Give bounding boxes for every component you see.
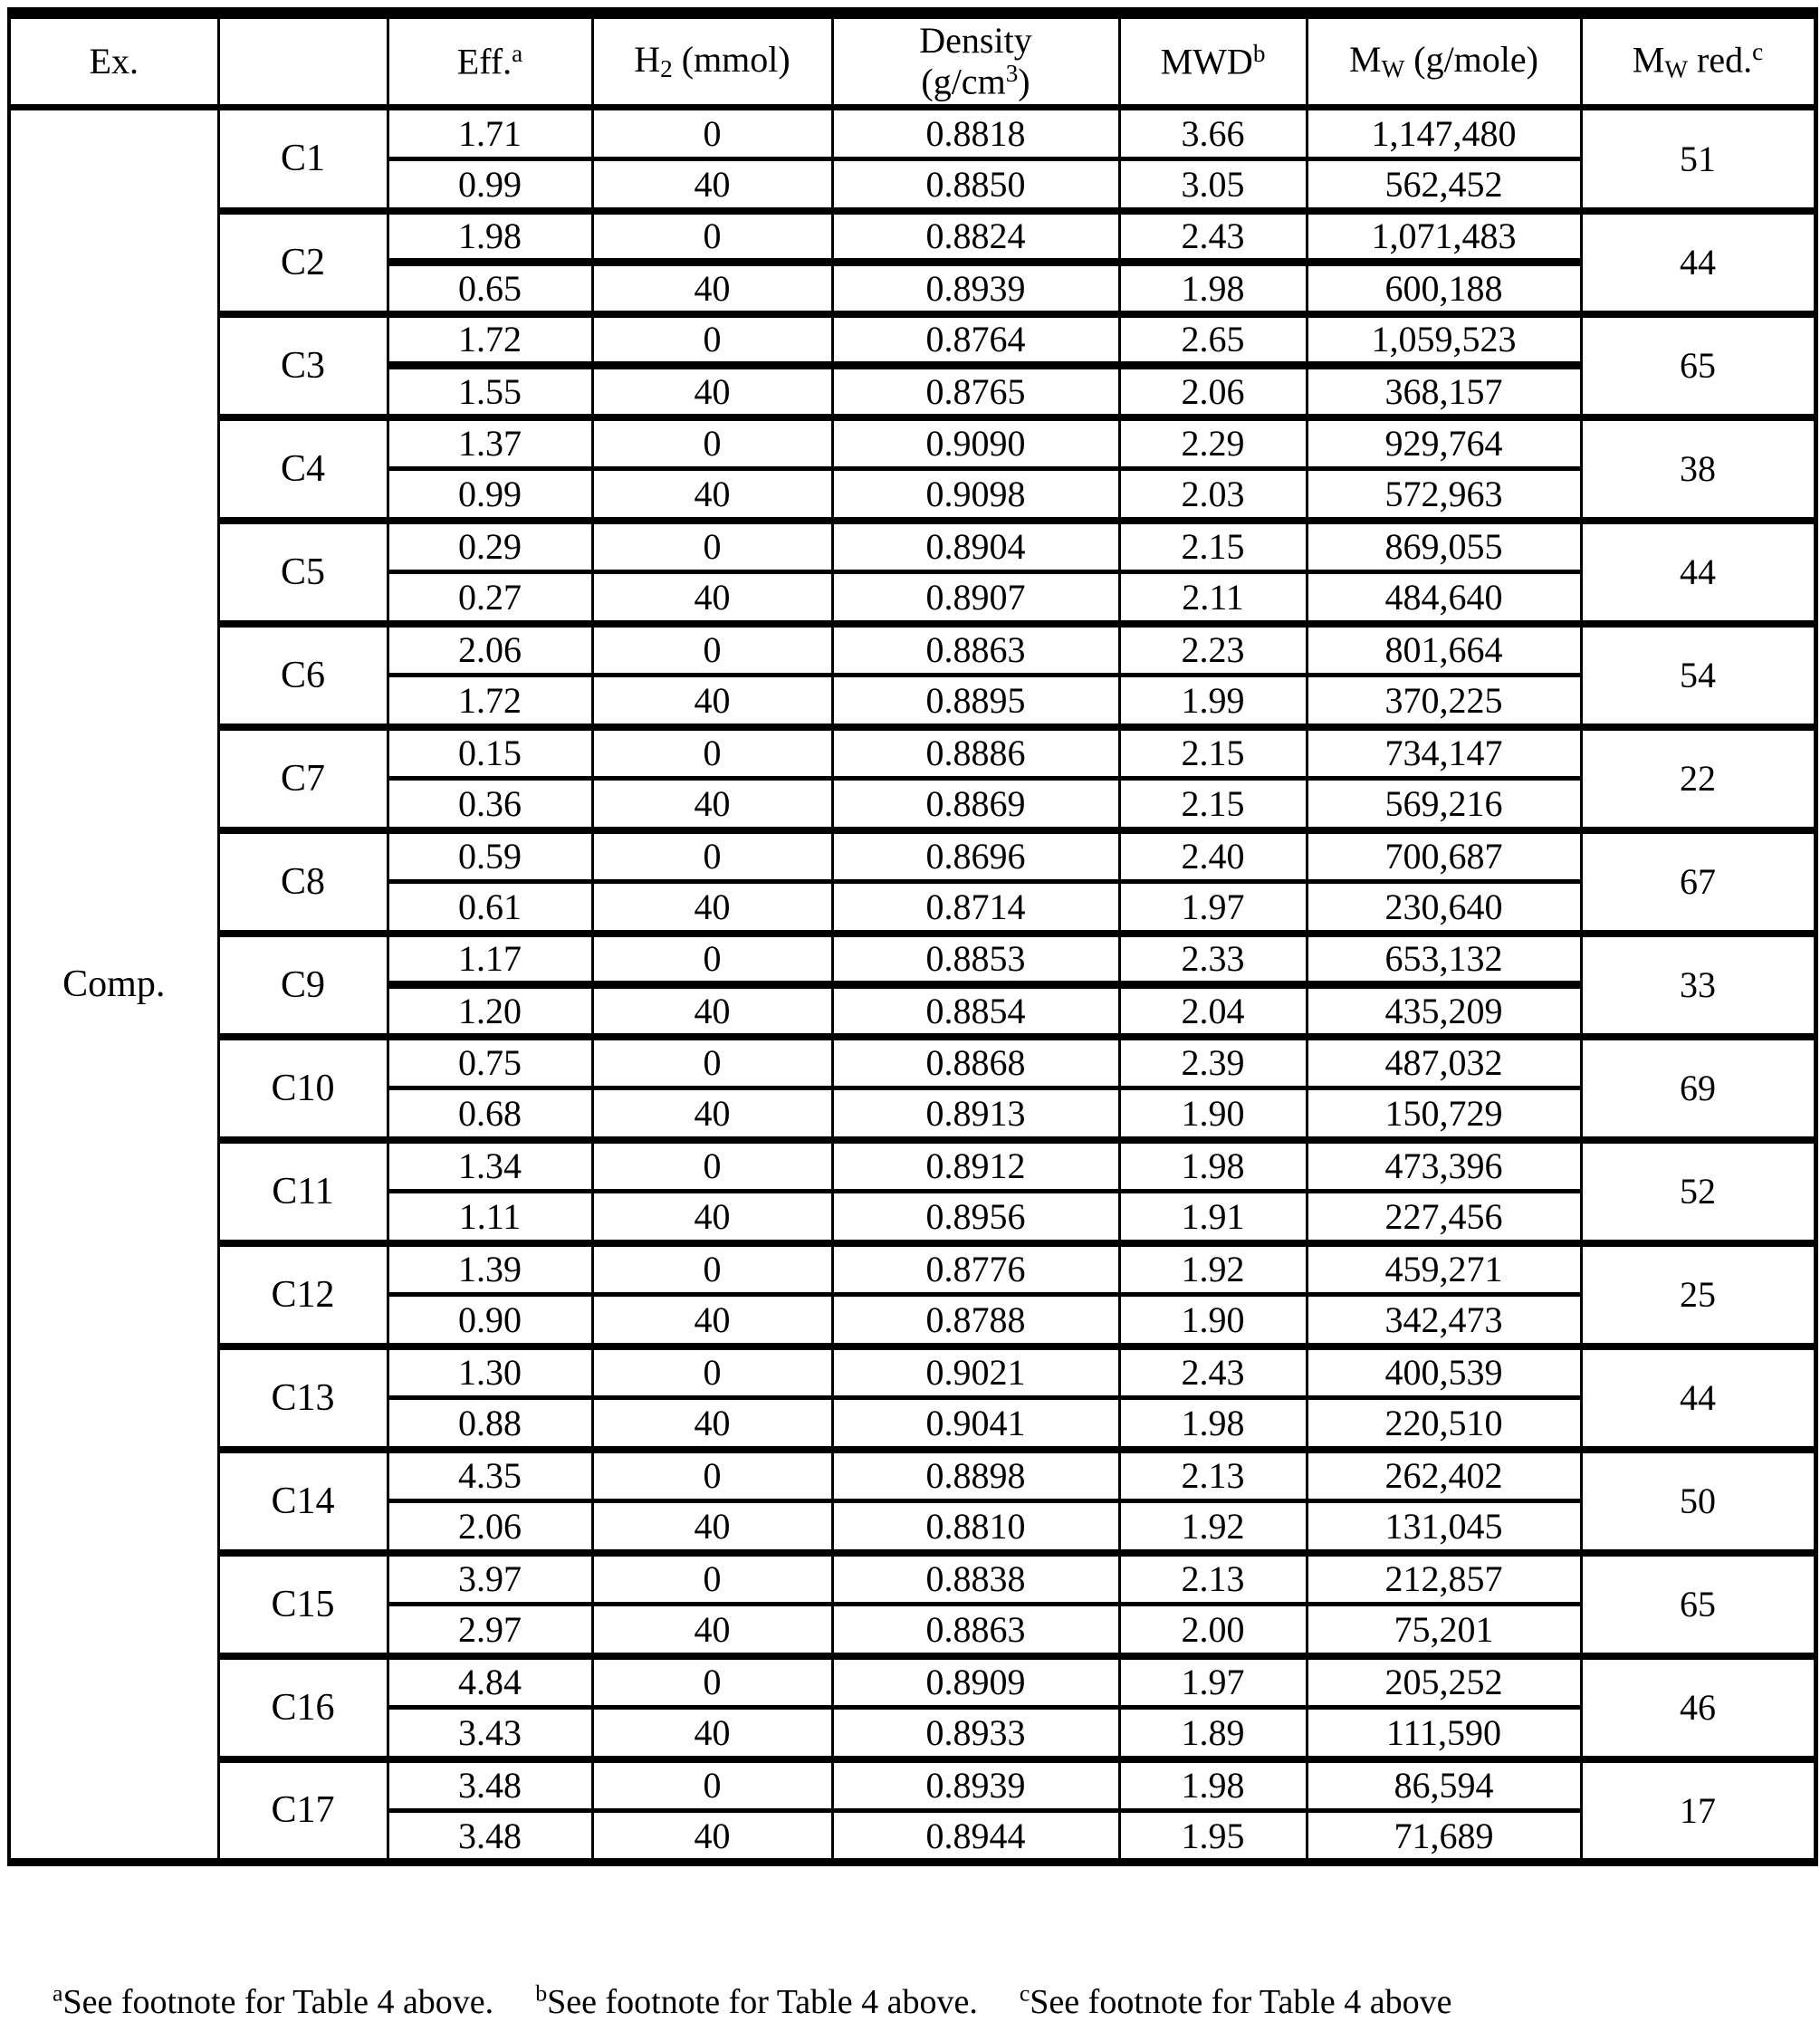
cell-mw: 869,055 bbox=[1307, 521, 1581, 572]
cell-h2: 0 bbox=[592, 1243, 832, 1295]
cell-mwd: 2.03 bbox=[1119, 469, 1307, 521]
footnote-a-marker: a bbox=[53, 1979, 63, 2006]
cell-mw: 71,689 bbox=[1307, 1811, 1581, 1863]
cell-h2: 0 bbox=[592, 1553, 832, 1605]
group-label: C15 bbox=[218, 1553, 388, 1656]
header-blank bbox=[218, 14, 388, 108]
cell-density: 0.8863 bbox=[832, 624, 1119, 676]
cell-density: 0.9090 bbox=[832, 417, 1119, 469]
cell-h2: 0 bbox=[592, 1037, 832, 1088]
cell-mw: 1,147,480 bbox=[1307, 108, 1581, 159]
cell-mwd: 2.15 bbox=[1119, 521, 1307, 572]
cell-density: 0.8869 bbox=[832, 779, 1119, 830]
cell-h2: 0 bbox=[592, 1759, 832, 1811]
cell-mw-red: 65 bbox=[1581, 314, 1815, 417]
cell-density: 0.9098 bbox=[832, 469, 1119, 521]
group-label: C13 bbox=[218, 1346, 388, 1450]
cell-density: 0.8853 bbox=[832, 934, 1119, 985]
cell-eff: 1.55 bbox=[388, 366, 592, 417]
cell-mwd: 1.90 bbox=[1119, 1295, 1307, 1346]
cell-mwd: 2.43 bbox=[1119, 1346, 1307, 1398]
cell-mwd: 2.65 bbox=[1119, 314, 1307, 366]
cell-mwd: 1.98 bbox=[1119, 1759, 1307, 1811]
cell-h2: 0 bbox=[592, 1140, 832, 1192]
cell-density: 0.8854 bbox=[832, 985, 1119, 1037]
cell-h2: 0 bbox=[592, 211, 832, 263]
cell-mw: 435,209 bbox=[1307, 985, 1581, 1037]
cell-density: 0.8868 bbox=[832, 1037, 1119, 1088]
table-row bbox=[9, 1140, 1815, 1192]
cell-mwd: 2.29 bbox=[1119, 417, 1307, 469]
cell-mw: 473,396 bbox=[1307, 1140, 1581, 1192]
table-row bbox=[9, 1759, 1815, 1811]
cell-h2: 40 bbox=[592, 1088, 832, 1140]
cell-h2: 40 bbox=[592, 1192, 832, 1243]
cell-eff: 3.97 bbox=[388, 1553, 592, 1605]
table-row bbox=[9, 1656, 1815, 1708]
footnote-b: $^b$See footnote for Table 4 above. bbox=[535, 1979, 978, 2021]
cell-density: 0.8764 bbox=[832, 314, 1119, 366]
header-eff: Eff.$^a$ bbox=[388, 14, 592, 108]
header-h2: $H_2$ (mmol) bbox=[592, 14, 832, 108]
cell-mwd: 1.97 bbox=[1119, 1656, 1307, 1708]
cell-mwd: 1.98 bbox=[1119, 1398, 1307, 1450]
cell-mwd: 1.91 bbox=[1119, 1192, 1307, 1243]
cell-mw-red: 38 bbox=[1581, 417, 1815, 521]
group-label: C7 bbox=[218, 727, 388, 830]
cell-eff: 0.61 bbox=[388, 882, 592, 934]
cell-mw-red: 65 bbox=[1581, 1553, 1815, 1656]
cell-h2: 40 bbox=[592, 263, 832, 314]
cell-eff: 0.99 bbox=[388, 159, 592, 211]
cell-density: 0.8956 bbox=[832, 1192, 1119, 1243]
cell-h2: 0 bbox=[592, 1656, 832, 1708]
cell-mwd: 2.13 bbox=[1119, 1450, 1307, 1501]
cell-mw-red: 50 bbox=[1581, 1450, 1815, 1553]
cell-mwd: 1.97 bbox=[1119, 882, 1307, 934]
cell-eff: 1.37 bbox=[388, 417, 592, 469]
cell-h2: 40 bbox=[592, 469, 832, 521]
cell-mwd: 2.00 bbox=[1119, 1605, 1307, 1656]
cell-density: 0.8898 bbox=[832, 1450, 1119, 1501]
cell-eff: 0.88 bbox=[388, 1398, 592, 1450]
cell-mw: 220,510 bbox=[1307, 1398, 1581, 1450]
cell-eff: 0.59 bbox=[388, 830, 592, 882]
header-mw: $M_W$ (g/mole) bbox=[1307, 14, 1581, 108]
group-label: C17 bbox=[218, 1759, 388, 1863]
cell-mwd: 2.15 bbox=[1119, 779, 1307, 830]
cell-mw: 562,452 bbox=[1307, 159, 1581, 211]
cell-mw: 569,216 bbox=[1307, 779, 1581, 830]
cell-density: 0.8912 bbox=[832, 1140, 1119, 1192]
cell-h2: 40 bbox=[592, 1811, 832, 1863]
cell-mwd: 2.43 bbox=[1119, 211, 1307, 263]
group-label: C11 bbox=[218, 1140, 388, 1243]
cell-h2: 40 bbox=[592, 676, 832, 727]
table-row bbox=[9, 1037, 1815, 1088]
cell-density: 0.8765 bbox=[832, 366, 1119, 417]
table-row bbox=[9, 624, 1815, 676]
cell-h2: 0 bbox=[592, 1450, 832, 1501]
cell-h2: 40 bbox=[592, 1295, 832, 1346]
cell-eff: 0.15 bbox=[388, 727, 592, 779]
cell-mwd: 1.92 bbox=[1119, 1501, 1307, 1553]
cell-mwd: 2.23 bbox=[1119, 624, 1307, 676]
group-label: C3 bbox=[218, 314, 388, 417]
cell-h2: 40 bbox=[592, 366, 832, 417]
cell-mw: 230,640 bbox=[1307, 882, 1581, 934]
cell-density: 0.8810 bbox=[832, 1501, 1119, 1553]
cell-h2: 0 bbox=[592, 521, 832, 572]
cell-mw: 227,456 bbox=[1307, 1192, 1581, 1243]
cell-density: 0.8696 bbox=[832, 830, 1119, 882]
cell-h2: 0 bbox=[592, 934, 832, 985]
cell-mw: 484,640 bbox=[1307, 572, 1581, 624]
ex-comp-cell: Comp. bbox=[9, 108, 218, 1863]
cell-eff: 1.34 bbox=[388, 1140, 592, 1192]
cell-eff: 0.65 bbox=[388, 263, 592, 314]
cell-eff: 0.36 bbox=[388, 779, 592, 830]
cell-h2: 0 bbox=[592, 314, 832, 366]
cell-mwd: 1.98 bbox=[1119, 263, 1307, 314]
cell-h2: 0 bbox=[592, 1346, 832, 1398]
cell-eff: 4.84 bbox=[388, 1656, 592, 1708]
cell-mwd: 3.66 bbox=[1119, 108, 1307, 159]
cell-density: 0.8939 bbox=[832, 1759, 1119, 1811]
cell-eff: 1.72 bbox=[388, 314, 592, 366]
cell-h2: 40 bbox=[592, 1398, 832, 1450]
cell-mwd: 2.04 bbox=[1119, 985, 1307, 1037]
cell-h2: 40 bbox=[592, 882, 832, 934]
cell-mwd: 2.40 bbox=[1119, 830, 1307, 882]
cell-mwd: 1.92 bbox=[1119, 1243, 1307, 1295]
table-header bbox=[9, 14, 1815, 108]
cell-eff: 0.27 bbox=[388, 572, 592, 624]
cell-mw: 111,590 bbox=[1307, 1708, 1581, 1759]
cell-mw: 1,071,483 bbox=[1307, 211, 1581, 263]
table-row bbox=[9, 1450, 1815, 1501]
cell-mw-red: 51 bbox=[1581, 108, 1815, 211]
table-row bbox=[9, 727, 1815, 779]
cell-eff: 0.75 bbox=[388, 1037, 592, 1088]
group-label: C4 bbox=[218, 417, 388, 521]
cell-density: 0.8788 bbox=[832, 1295, 1119, 1346]
cell-density: 0.9021 bbox=[832, 1346, 1119, 1398]
cell-mw-red: 44 bbox=[1581, 1346, 1815, 1450]
cell-density: 0.8776 bbox=[832, 1243, 1119, 1295]
cell-mw: 262,402 bbox=[1307, 1450, 1581, 1501]
table-row bbox=[9, 1553, 1815, 1605]
header-mwd: MWD$^b$ bbox=[1119, 14, 1307, 108]
cell-mw-red: 67 bbox=[1581, 830, 1815, 934]
cell-eff: 3.43 bbox=[388, 1708, 592, 1759]
group-label: C16 bbox=[218, 1656, 388, 1759]
cell-mw-red: 44 bbox=[1581, 211, 1815, 314]
cell-mwd: 2.06 bbox=[1119, 366, 1307, 417]
cell-mw: 600,188 bbox=[1307, 263, 1581, 314]
cell-mw: 205,252 bbox=[1307, 1656, 1581, 1708]
group-label: C1 bbox=[218, 108, 388, 211]
cell-mwd: 3.05 bbox=[1119, 159, 1307, 211]
cell-density: 0.8863 bbox=[832, 1605, 1119, 1656]
cell-mwd: 1.90 bbox=[1119, 1088, 1307, 1140]
cell-eff: 2.06 bbox=[388, 624, 592, 676]
cell-mw: 734,147 bbox=[1307, 727, 1581, 779]
cell-mw-red: 22 bbox=[1581, 727, 1815, 830]
cell-mwd: 2.39 bbox=[1119, 1037, 1307, 1088]
cell-eff: 1.72 bbox=[388, 676, 592, 727]
cell-mwd: 2.15 bbox=[1119, 727, 1307, 779]
cell-eff: 3.48 bbox=[388, 1811, 592, 1863]
cell-density: 0.8944 bbox=[832, 1811, 1119, 1863]
cell-mw-red: 52 bbox=[1581, 1140, 1815, 1243]
cell-mw: 459,271 bbox=[1307, 1243, 1581, 1295]
cell-density: 0.8904 bbox=[832, 521, 1119, 572]
cell-mwd: 2.13 bbox=[1119, 1553, 1307, 1605]
cell-h2: 40 bbox=[592, 779, 832, 830]
cell-mw-red: 44 bbox=[1581, 521, 1815, 624]
cell-density: 0.9041 bbox=[832, 1398, 1119, 1450]
cell-density: 0.8907 bbox=[832, 572, 1119, 624]
cell-mw: 700,687 bbox=[1307, 830, 1581, 882]
table-row bbox=[9, 314, 1815, 366]
cell-density: 0.8824 bbox=[832, 211, 1119, 263]
cell-mw-red: 33 bbox=[1581, 934, 1815, 1037]
cell-mw: 400,539 bbox=[1307, 1346, 1581, 1398]
table-row bbox=[9, 934, 1815, 985]
group-label: C8 bbox=[218, 830, 388, 934]
cell-mwd: 1.89 bbox=[1119, 1708, 1307, 1759]
cell-eff: 1.71 bbox=[388, 108, 592, 159]
group-label: C12 bbox=[218, 1243, 388, 1346]
cell-mw-red: 69 bbox=[1581, 1037, 1815, 1140]
footnote-marker-b: b bbox=[1252, 40, 1266, 68]
cell-mw: 370,225 bbox=[1307, 676, 1581, 727]
cell-mw: 368,157 bbox=[1307, 366, 1581, 417]
cell-eff: 1.11 bbox=[388, 1192, 592, 1243]
cell-eff: 0.90 bbox=[388, 1295, 592, 1346]
cell-h2: 40 bbox=[592, 1708, 832, 1759]
group-label: C10 bbox=[218, 1037, 388, 1140]
cell-density: 0.8909 bbox=[832, 1656, 1119, 1708]
group-label: C2 bbox=[218, 211, 388, 314]
cell-mw: 653,132 bbox=[1307, 934, 1581, 985]
cell-eff: 1.20 bbox=[388, 985, 592, 1037]
cell-density: 0.8913 bbox=[832, 1088, 1119, 1140]
cell-h2: 40 bbox=[592, 572, 832, 624]
cell-mw: 572,963 bbox=[1307, 469, 1581, 521]
group-label: C9 bbox=[218, 934, 388, 1037]
header-ex-label: Ex. bbox=[89, 41, 139, 81]
cell-mw: 801,664 bbox=[1307, 624, 1581, 676]
cell-mw-red: 54 bbox=[1581, 624, 1815, 727]
cell-mw: 86,594 bbox=[1307, 1759, 1581, 1811]
footnote-a: $^a$See footnote for Table 4 above. bbox=[53, 1979, 494, 2021]
cell-eff: 2.06 bbox=[388, 1501, 592, 1553]
cell-eff: 0.99 bbox=[388, 469, 592, 521]
table-row bbox=[9, 1346, 1815, 1398]
cell-h2: 40 bbox=[592, 985, 832, 1037]
cell-mw-red: 46 bbox=[1581, 1656, 1815, 1759]
cell-mw: 929,764 bbox=[1307, 417, 1581, 469]
cell-mw: 487,032 bbox=[1307, 1037, 1581, 1088]
header-mw-red: $M_W$ red.$^c$ bbox=[1581, 14, 1815, 108]
cell-eff: 4.35 bbox=[388, 1450, 592, 1501]
cell-mwd: 2.33 bbox=[1119, 934, 1307, 985]
cell-h2: 40 bbox=[592, 159, 832, 211]
cell-h2: 0 bbox=[592, 417, 832, 469]
cell-eff: 1.39 bbox=[388, 1243, 592, 1295]
group-label: C5 bbox=[218, 521, 388, 624]
cell-eff: 3.48 bbox=[388, 1759, 592, 1811]
group-label: C14 bbox=[218, 1450, 388, 1553]
cell-mwd: 2.11 bbox=[1119, 572, 1307, 624]
cell-h2: 0 bbox=[592, 108, 832, 159]
table-body bbox=[9, 108, 1815, 1863]
cell-density: 0.8886 bbox=[832, 727, 1119, 779]
cell-density: 0.8714 bbox=[832, 882, 1119, 934]
cell-mw: 342,473 bbox=[1307, 1295, 1581, 1346]
table-row bbox=[9, 211, 1815, 263]
cell-eff: 1.98 bbox=[388, 211, 592, 263]
cell-mw: 131,045 bbox=[1307, 1501, 1581, 1553]
cell-density: 0.8939 bbox=[832, 263, 1119, 314]
cell-eff: 2.97 bbox=[388, 1605, 592, 1656]
cell-h2: 0 bbox=[592, 830, 832, 882]
group-label: C6 bbox=[218, 624, 388, 727]
cell-density: 0.8895 bbox=[832, 676, 1119, 727]
cell-eff: 0.68 bbox=[388, 1088, 592, 1140]
table-row bbox=[9, 417, 1815, 469]
table-row bbox=[9, 108, 1815, 159]
cell-mw: 75,201 bbox=[1307, 1605, 1581, 1656]
cell-density: 0.8818 bbox=[832, 108, 1119, 159]
header-ex bbox=[9, 14, 218, 108]
footnote-b-marker: b bbox=[535, 1979, 548, 2006]
table-row bbox=[9, 521, 1815, 572]
footnote-marker-a: a bbox=[512, 40, 523, 68]
cell-h2: 40 bbox=[592, 1501, 832, 1553]
table-footnote bbox=[53, 1979, 1809, 2022]
header-density: Density $(g/cm^3)$ bbox=[832, 14, 1119, 108]
footnote-marker-c: c bbox=[1752, 38, 1764, 66]
results-table bbox=[7, 7, 1818, 1866]
footnote-c: $^c$See footnote for Table 4 above bbox=[1019, 1979, 1452, 2021]
table-row bbox=[9, 830, 1815, 882]
cell-density: 0.8838 bbox=[832, 1553, 1119, 1605]
cell-mw: 212,857 bbox=[1307, 1553, 1581, 1605]
cell-mw-red: 25 bbox=[1581, 1243, 1815, 1346]
cell-mwd: 1.98 bbox=[1119, 1140, 1307, 1192]
cell-density: 0.8850 bbox=[832, 159, 1119, 211]
table-row bbox=[9, 1243, 1815, 1295]
cell-mw-red: 17 bbox=[1581, 1759, 1815, 1863]
cell-h2: 0 bbox=[592, 727, 832, 779]
cell-mw: 150,729 bbox=[1307, 1088, 1581, 1140]
cell-h2: 0 bbox=[592, 624, 832, 676]
cell-mwd: 1.95 bbox=[1119, 1811, 1307, 1863]
cell-mw: 1,059,523 bbox=[1307, 314, 1581, 366]
cell-h2: 40 bbox=[592, 1605, 832, 1656]
cell-eff: 1.30 bbox=[388, 1346, 592, 1398]
cell-mwd: 1.99 bbox=[1119, 676, 1307, 727]
cell-density: 0.8933 bbox=[832, 1708, 1119, 1759]
footnote-c-marker: c bbox=[1019, 1979, 1030, 2006]
cell-eff: 1.17 bbox=[388, 934, 592, 985]
cell-eff: 0.29 bbox=[388, 521, 592, 572]
header-row bbox=[9, 14, 1815, 108]
